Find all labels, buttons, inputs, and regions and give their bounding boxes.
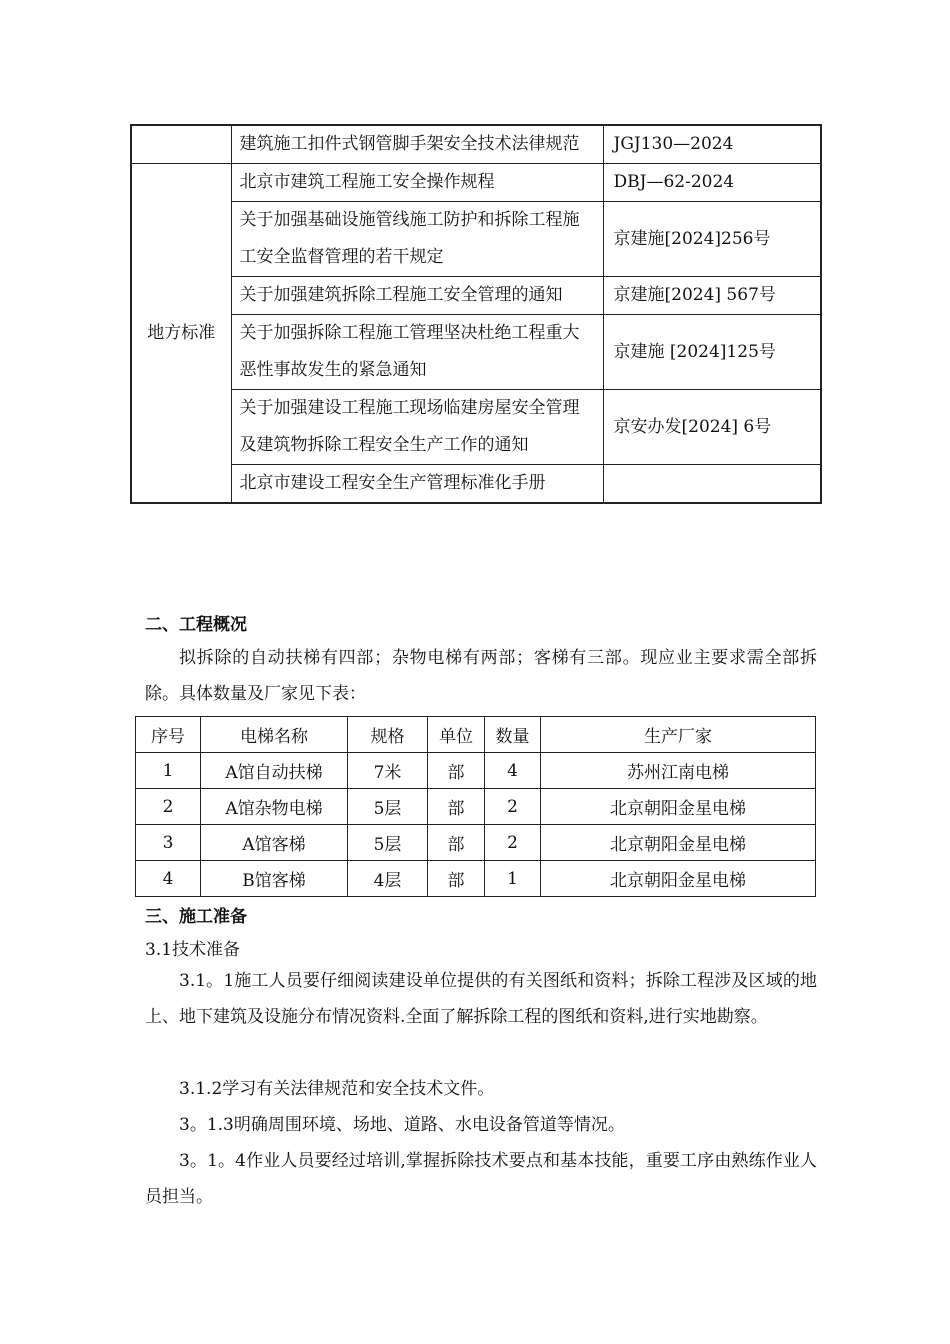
table-cell: B馆客梯: [201, 861, 348, 897]
subsection-title: 3.1技术准备: [145, 940, 241, 960]
standard-code: 京建施[2024] 567号: [603, 277, 821, 315]
table-cell: 5层: [348, 789, 428, 825]
table-header-row: [136, 717, 816, 753]
table-cell: 4: [136, 861, 201, 897]
paragraph: 拟拆除的自动扶梯有四部；杂物电梯有两部；客梯有三部。现应业主要求需全部拆除。具体数量及厂家见下表：: [145, 648, 817, 704]
section-heading: 三、施工准备: [145, 907, 247, 927]
table-cell: A馆客梯: [201, 825, 348, 861]
column-header: 数量: [485, 717, 541, 753]
table-cell: 部: [428, 825, 485, 861]
elevator-table: [135, 716, 816, 897]
table-row: [136, 789, 816, 825]
table-cell: 部: [428, 753, 485, 789]
table-row: [131, 164, 821, 202]
table-cell: 2: [485, 789, 541, 825]
standard-code: [603, 465, 821, 504]
table-row: [131, 315, 821, 390]
table-cell: 北京朝阳金星电梯: [541, 861, 816, 897]
table-row: [136, 753, 816, 789]
table-cell: A馆杂物电梯: [201, 789, 348, 825]
table-cell: 5层: [348, 825, 428, 861]
standard-name: 北京市建设工程安全生产管理标准化手册: [231, 465, 603, 504]
standard-code: DBJ—62-2024: [603, 164, 821, 202]
standard-code: JGJ130—2024: [603, 125, 821, 164]
table-row: [131, 277, 821, 315]
table-cell: 7米: [348, 753, 428, 789]
paragraph: 3。1.3明确周围环境、场地、道路、水电设备管道等情况。: [179, 1115, 625, 1135]
standard-name: 建筑施工扣件式钢管脚手架安全技术法律规范: [231, 125, 603, 164]
table-cell: 部: [428, 789, 485, 825]
table-row: [131, 390, 821, 465]
column-header: 规格: [348, 717, 428, 753]
table-cell: 1: [136, 753, 201, 789]
column-header: 电梯名称: [201, 717, 348, 753]
standard-name: 北京市建筑工程施工安全操作规程: [231, 164, 603, 202]
table-row: [136, 861, 816, 897]
paragraph: 3.1。1施工人员要仔细阅读建设单位提供的有关图纸和资料；拆除工程涉及区域的地上、地下建筑及设施分布情况资料.全面了解拆除工程的图纸和资料,进行实地勘察。: [145, 971, 817, 1027]
table-cell: 2: [136, 789, 201, 825]
table-row: [136, 825, 816, 861]
paragraph: 3.1.2学习有关法律规范和安全技术文件。: [179, 1079, 495, 1099]
table-row: [131, 465, 821, 504]
column-header: 单位: [428, 717, 485, 753]
table-cell: A馆自动扶梯: [201, 753, 348, 789]
table-cell: 部: [428, 861, 485, 897]
table-cell: 2: [485, 825, 541, 861]
table-cell: 北京朝阳金星电梯: [541, 825, 816, 861]
table-cell: 4层: [348, 861, 428, 897]
table-cell: 1: [485, 861, 541, 897]
table-cell: 4: [485, 753, 541, 789]
section-heading: 二、工程概况: [145, 615, 247, 635]
category-cell-local: 地方标准: [131, 164, 231, 504]
standard-name: 关于加强建设工程施工现场临建房屋安全管理及建筑物拆除工程安全生产工作的通知: [231, 390, 603, 465]
table-cell: 北京朝阳金星电梯: [541, 789, 816, 825]
column-header: 序号: [136, 717, 201, 753]
standard-code: 京安办发[2024] 6号: [603, 390, 821, 465]
standard-name: 关于加强基础设施管线施工防护和拆除工程施工安全监督管理的若干规定: [231, 202, 603, 277]
paragraph: 3。1。4作业人员要经过培训,掌握拆除技术要点和基本技能，重要工序由熟练作业人员担当。: [145, 1151, 817, 1207]
table-cell: 苏州江南电梯: [541, 753, 816, 789]
category-cell: [131, 125, 231, 164]
standard-name: 关于加强建筑拆除工程施工安全管理的通知: [231, 277, 603, 315]
table-cell: 3: [136, 825, 201, 861]
standard-code: 京建施[2024]256号: [603, 202, 821, 277]
table-row: [131, 202, 821, 277]
standard-code: 京建施 [2024]125号: [603, 315, 821, 390]
standards-table: [130, 124, 822, 504]
standard-name: 关于加强拆除工程施工管理坚决杜绝工程重大恶性事故发生的紧急通知: [231, 315, 603, 390]
table-row: [131, 125, 821, 164]
column-header: 生产厂家: [541, 717, 816, 753]
